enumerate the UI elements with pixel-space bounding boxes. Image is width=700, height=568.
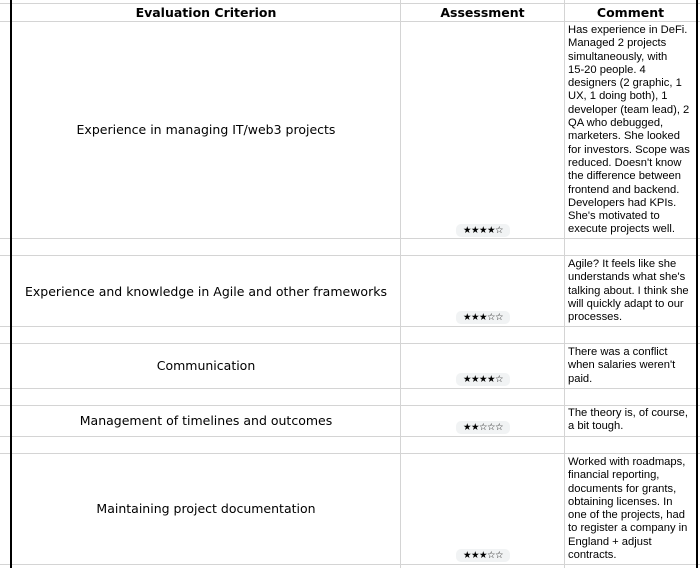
row-divider <box>0 255 700 256</box>
comment-cell[interactable]: Worked with roadmaps, financial reporting, documents for grants, obtaining licenses. In one of the projects, had to register a company in England + adjust contracts. <box>568 456 688 562</box>
comment-cell[interactable]: There was a conflict when salaries weren't paid. <box>568 346 676 385</box>
table-right-border <box>696 0 698 568</box>
criterion-cell[interactable]: Maintaining project documentation <box>96 501 316 516</box>
comment-cell[interactable]: Has experience in DeFi. Managed 2 projects simultaneously, with 15-20 people. 4 designers (2 graphic, 1 UX, 1 doing both), 1 developer (team lead), 2 QA who debugged, marketers. She looked for investors. Scope was reduced. Doesn't know the difference between frontend and backend. Developers had KPIs. She's motivated to execute projects well. <box>568 24 690 236</box>
row-divider <box>0 564 700 565</box>
criterion-cell[interactable]: Management of timelines and outcomes <box>79 413 333 428</box>
criterion-cell[interactable]: Experience and knowledge in Agile and other frameworks <box>25 284 387 299</box>
star-rating[interactable]: ★★★★☆ <box>456 224 510 237</box>
header-criterion[interactable]: Evaluation Criterion <box>135 5 277 20</box>
row-divider <box>0 405 700 406</box>
comment-cell[interactable]: The theory is, of course, a bit tough. <box>568 407 689 433</box>
star-rating[interactable]: ★★☆☆☆ <box>456 421 510 434</box>
criterion-cell[interactable]: Communication <box>156 358 256 373</box>
star-rating[interactable]: ★★★☆☆ <box>456 311 510 324</box>
row-divider <box>0 21 700 22</box>
row-divider <box>0 388 700 389</box>
comment-cell[interactable]: Agile? It feels like she understands what she's talking about. I think she will quickly adapt to our processes. <box>568 258 689 324</box>
row-divider <box>0 326 700 327</box>
star-rating[interactable]: ★★★★☆ <box>456 373 510 386</box>
column-divider <box>564 0 565 568</box>
row-divider <box>0 343 700 344</box>
row-divider <box>0 436 700 437</box>
header-comment[interactable]: Comment <box>596 5 665 20</box>
row-divider <box>0 238 700 239</box>
criterion-cell[interactable]: Experience in managing IT/web3 projects <box>76 122 336 137</box>
column-divider <box>400 0 401 568</box>
header-assessment[interactable]: Assessment <box>440 5 525 20</box>
star-rating[interactable]: ★★★☆☆ <box>456 549 510 562</box>
row-divider <box>0 453 700 454</box>
